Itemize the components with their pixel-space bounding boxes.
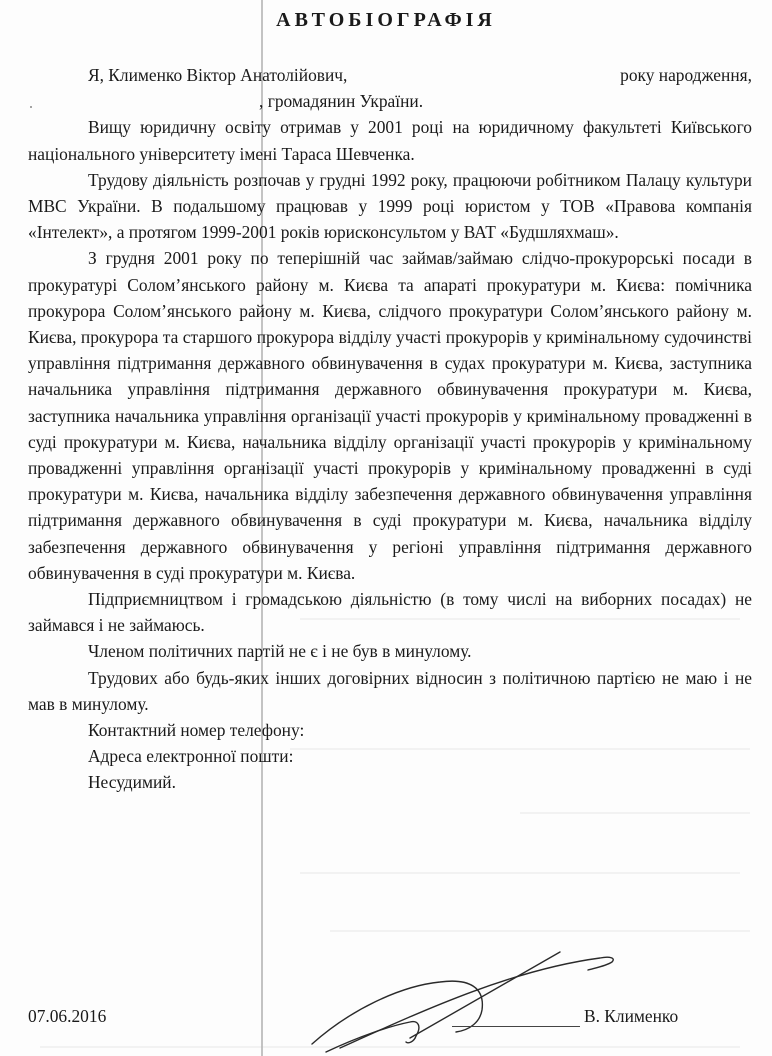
paragraph-business-activity: Підприємництвом і громадською діяльністю (в тому числі на виборних посадах) не займався і не займаюсь.	[28, 589, 752, 636]
scan-artifact	[300, 872, 740, 874]
intro-birth-year: року народження,	[620, 65, 752, 85]
paragraph-prosecutor-career: З грудня 2001 року по теперішній час займав/займаю слідчо-прокурорські посади в прокуратурі Солом’янського району м. Києва та апараті прокуратури м. Києва: помічника прокурора Солом’янського району м. Києва, слідчого прокуратури Солом’янського району м. Києва, прокурора та старшого прокурора відділу участі прокурорів у кримінальному судочинстві управління підтримання державного обвинувачення в судах прокуратури м. Києва, заступника начальника управління підтримання державного обвинувачення прокуратури м. Києва, заступника начальника управління організації участі прокурорів у кримінальному провадженні в суді прокуратури м. Києва, начальника відділу організації участі прокурорів у кримінальному провадженні управління організації участі прокурорів у кримінальному провадженні в суді прокуратури м. Києва, начальника відділу забезпечення державного обвинувачення управління підтримання державного обвинувачення в суді прокуратури м. Києва, начальника відділу забезпечення державного обвинувачення у регіоні управління підтримання державного обвинувачення в суді прокуратури м. Києва.	[28, 248, 752, 583]
contact-phone-label: Контактний номер телефону:	[88, 720, 305, 741]
scan-artifact	[330, 930, 750, 932]
paragraph-early-career: Трудову діяльність розпочав у грудні 1992 року, працюючи робітником Палацу культури МВС України. В подальшому працював у 1999 році юристом у ТОВ «Правова компанія «Інтелект», а протягом 1999-2001 років юрисконсультом у ВАТ «Будшляхмаш».	[28, 169, 752, 243]
scan-artifact	[520, 812, 750, 814]
signature-line	[452, 1026, 580, 1027]
email-label: Адреса електронної пошти:	[88, 746, 294, 767]
document-date: 07.06.2016	[28, 1006, 107, 1026]
intro-line	[28, 62, 752, 88]
intro-citizenship: , громадянин України.	[259, 91, 424, 112]
handwritten-signature	[310, 940, 640, 1056]
paragraph-education: Вищу юридичну освіту отримав у 2001 році на юридичному факультеті Київського національного університету імені Тараса Шевченка.	[28, 117, 752, 164]
criminal-record-status: Несудимий.	[88, 772, 176, 793]
signer-name: В. Клименко	[584, 1006, 679, 1026]
paragraph-party-membership: Членом політичних партій не є і не був в минулому.	[88, 641, 472, 662]
paragraph-party-relations: Трудових або будь-яких інших договірних відносин з політичною партією не маю і не мав в минулому.	[28, 667, 752, 714]
document-body	[28, 62, 752, 796]
document-title: АВТОБІОГРАФІЯ	[276, 9, 496, 31]
intro-name: Я, Клименко Віктор Анатолійович,	[88, 65, 348, 85]
